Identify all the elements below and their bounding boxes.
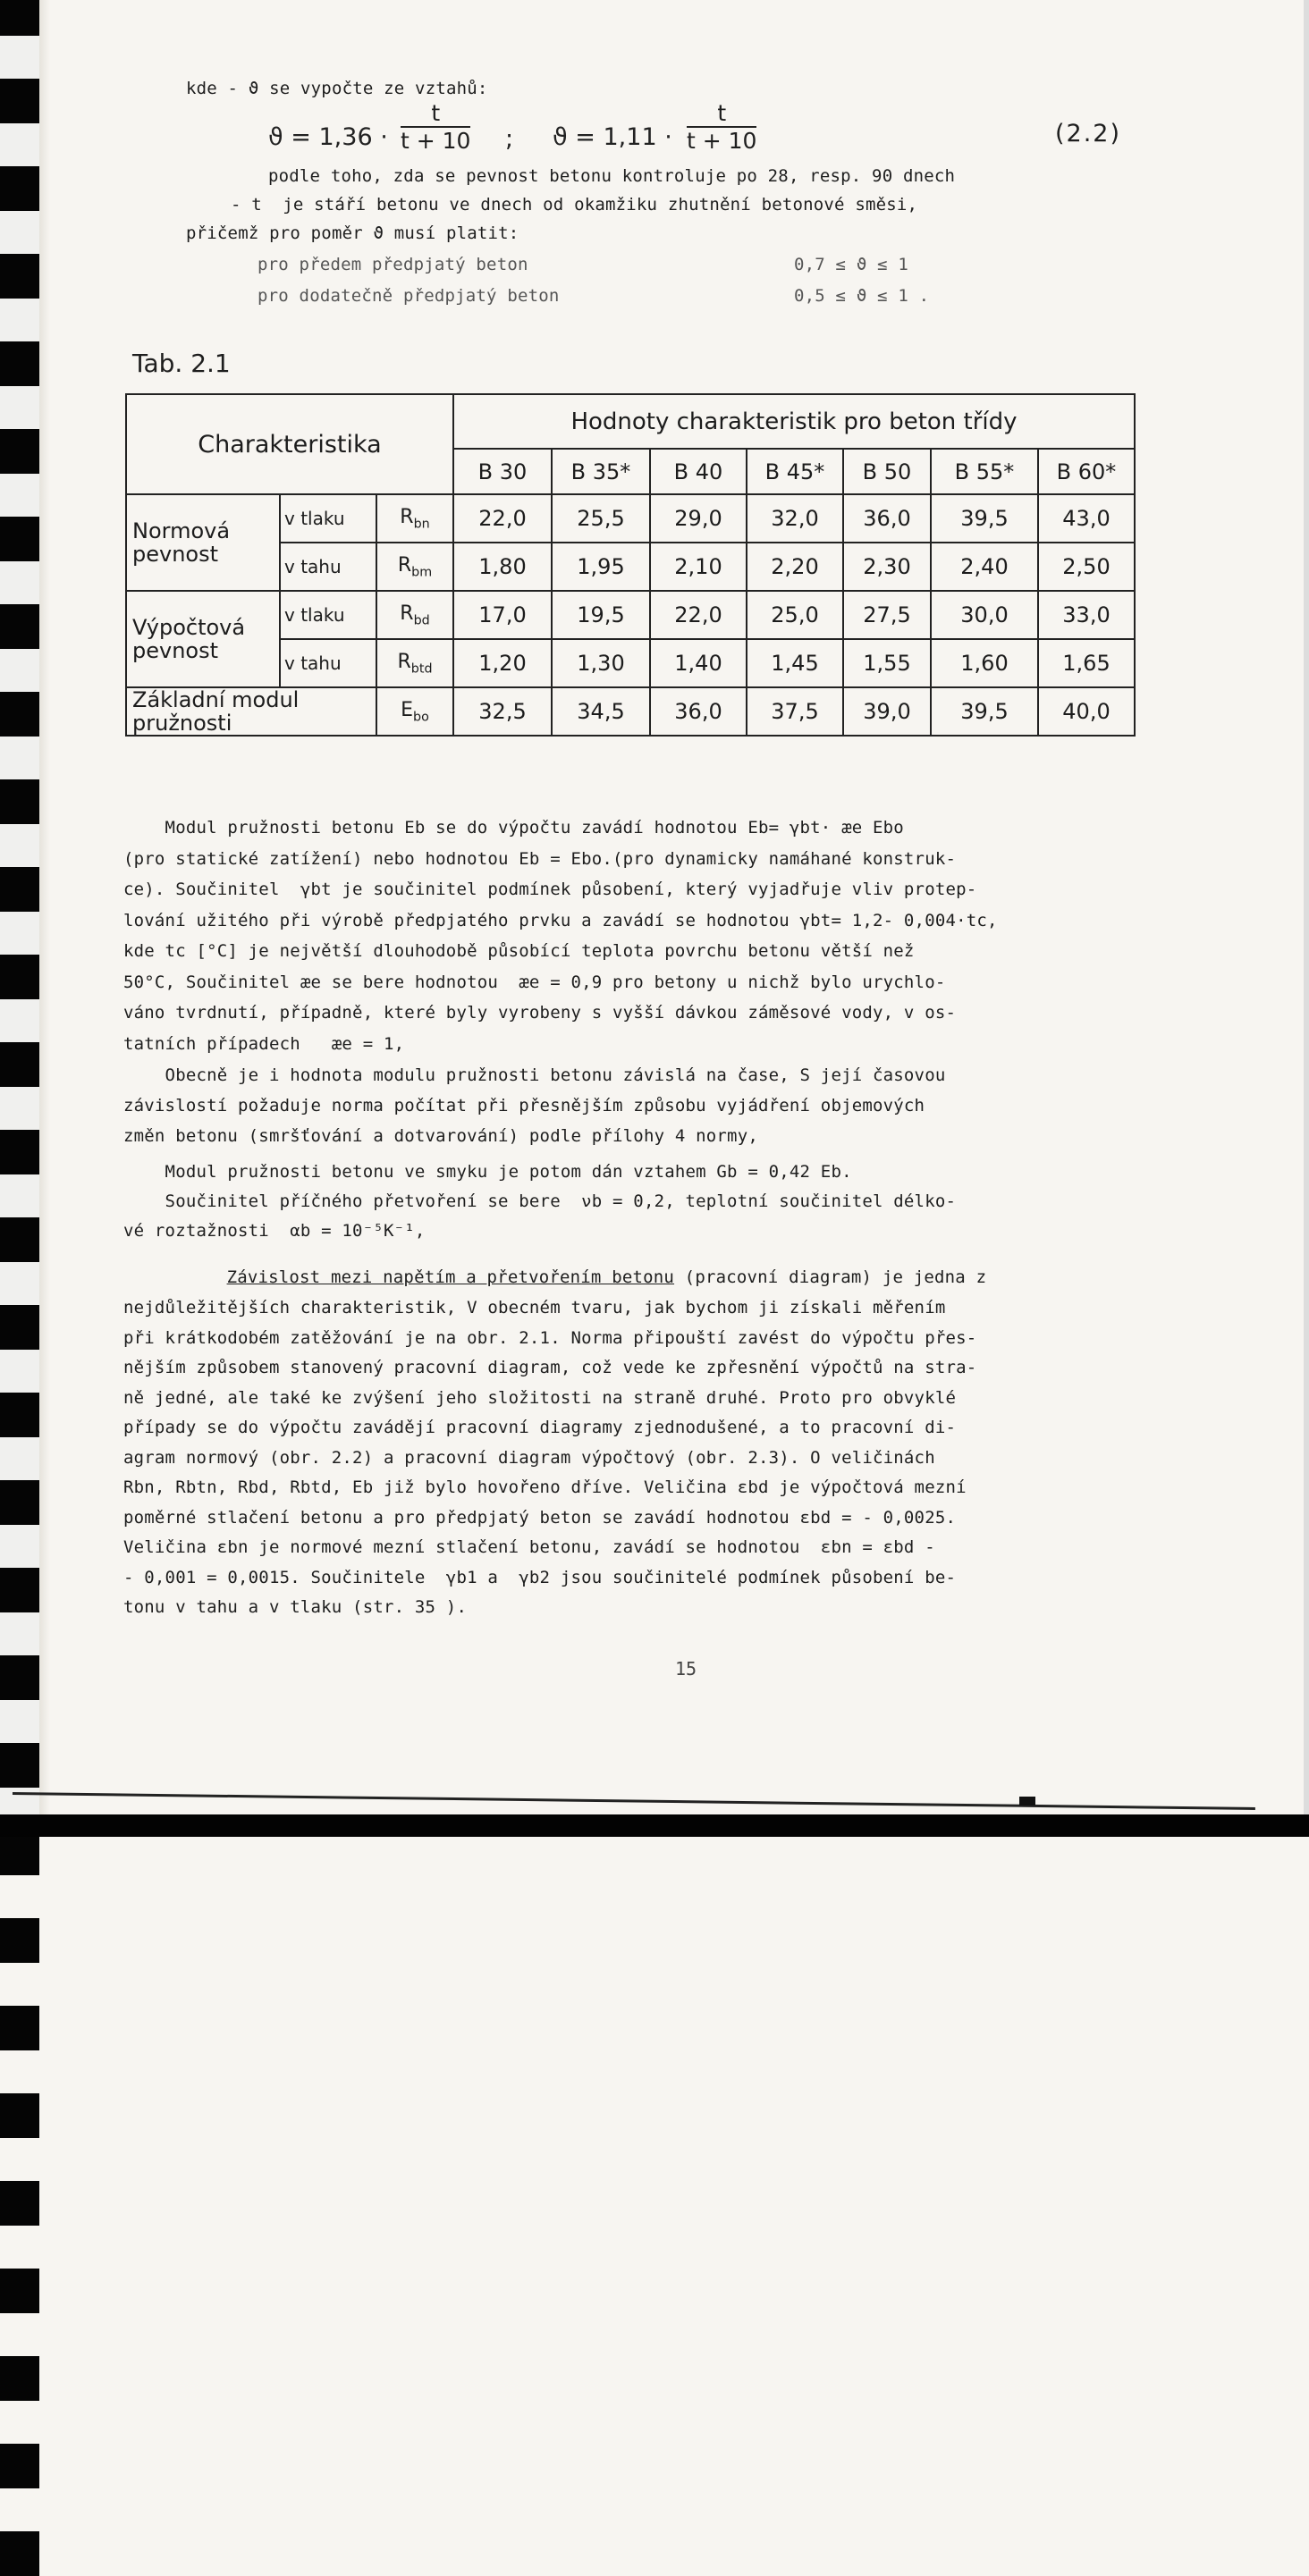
text-line: tatních případech æe = 1, <box>123 1033 405 1054</box>
text-line: Veličina εbn je normové mezní stlačení betonu, zavádí se hodnotou εbn = εbd - <box>123 1537 935 1557</box>
class-header: B 60* <box>1038 449 1135 494</box>
binding-hole <box>0 1130 39 1174</box>
paper-shadow <box>39 0 50 1837</box>
table-body <box>126 494 1135 736</box>
text-line: ně jedné, ale také ke zvýšení jeho složitosti na straně druhé. Proto pro obvyklé <box>123 1387 957 1408</box>
header-characteristic: Charakteristika <box>126 394 453 494</box>
value-cell: 22,0 <box>650 591 747 639</box>
binding-hole <box>0 1743 39 1788</box>
concrete-properties-table <box>125 393 1136 737</box>
binding-hole <box>0 779 39 824</box>
intro-line: - t je stáří betonu ve dnech od okamžiku zhutnění betonové směsi, <box>231 195 918 215</box>
value-cell: 32,5 <box>453 687 552 736</box>
value-cell: 1,80 <box>453 543 552 591</box>
binding-hole <box>0 1042 39 1087</box>
text-line: 50°C, Součinitel æe se bere hodnotou æe = 0,9 pro betony u nichž bylo urychlo- <box>123 972 946 992</box>
table-row <box>126 494 1135 543</box>
condition-label: pro dodatečně předpjatý beton <box>258 286 560 306</box>
table-caption: Tab. 2.1 <box>132 349 231 378</box>
formula-1-numerator: t <box>401 100 470 128</box>
text-line: tonu v tahu a v tlaku (str. 35 ). <box>123 1597 468 1617</box>
symbol-cell <box>376 639 453 687</box>
value-cell: 2,10 <box>650 543 747 591</box>
bottom-edge-line <box>13 1792 1255 1810</box>
symbol-index: btd <box>410 661 433 677</box>
underlined-heading: Závislost mezi napětím a přetvořením betonu <box>226 1267 675 1287</box>
binding-hole <box>0 2006 39 2050</box>
value-cell: 1,30 <box>552 639 650 687</box>
binding-hole <box>0 341 39 386</box>
value-cell: 39,5 <box>931 494 1038 543</box>
symbol-cell <box>376 494 453 543</box>
binding-hole <box>0 2531 39 2576</box>
value-cell: 1,20 <box>453 639 552 687</box>
value-cell: 1,55 <box>843 639 931 687</box>
text-line: Modul pružnosti betonu Eb se do výpočtu zavádí hodnotou Eb= γbt· æe Ebo <box>123 818 904 838</box>
symbol: R <box>397 650 411 673</box>
text-line: závislostí požaduje norma počítat při přesnějším způsobu vyjádření objemových <box>123 1096 925 1115</box>
value-cell: 39,5 <box>931 687 1038 736</box>
value-cell: 1,40 <box>650 639 747 687</box>
value-cell: 29,0 <box>650 494 747 543</box>
group-label: Normová pevnost <box>126 494 280 591</box>
value-cell: 36,0 <box>650 687 747 736</box>
value-cell: 43,0 <box>1038 494 1135 543</box>
condition-value: 0,7 ≤ ϑ ≤ 1 <box>794 255 909 274</box>
class-header: B 40 <box>650 449 747 494</box>
formula-2-fraction <box>687 100 756 154</box>
paragraph-first-line <box>185 1267 986 1287</box>
condition-value: 0,5 ≤ ϑ ≤ 1 . <box>794 286 930 306</box>
symbol: R <box>400 602 414 625</box>
page-edge <box>1304 0 1309 1837</box>
condition-label: pro předem předpjatý beton <box>258 255 528 274</box>
symbol-index: bm <box>411 565 433 580</box>
value-cell: 32,0 <box>747 494 843 543</box>
value-cell: 19,5 <box>552 591 650 639</box>
binding-hole <box>0 867 39 912</box>
binding-hole <box>0 517 39 561</box>
intro-line: kde - ϑ se vypočte ze vztahů: <box>186 79 488 98</box>
bottom-edge-mark <box>1019 1797 1035 1806</box>
load-type: v tlaku <box>280 591 376 639</box>
binding-hole <box>0 1305 39 1350</box>
symbol: E <box>401 698 414 721</box>
value-cell: 25,5 <box>552 494 650 543</box>
binding-hole <box>0 254 39 299</box>
binding-hole <box>0 1918 39 1963</box>
value-cell: 1,65 <box>1038 639 1135 687</box>
symbol-cell <box>376 543 453 591</box>
value-cell: 30,0 <box>931 591 1038 639</box>
text-line: kde tc [°C] je největší dlouhodobě působící teplota povrchu betonu větší než <box>123 941 915 961</box>
value-cell: 2,50 <box>1038 543 1135 591</box>
load-type: v tahu <box>280 639 376 687</box>
text-line: ce). Součinitel γbt je součinitel podmínek působení, který vyjadřuje vliv protep- <box>123 880 977 899</box>
text-line: - 0,001 = 0,0015. Součinitele γb1 a γb2 jsou součinitelé podmínek působení be- <box>123 1567 957 1587</box>
equation-number: (2.2) <box>1055 120 1122 147</box>
text-line: váno tvrdnutí, případně, které byly vyrobeny s vyšší dávkou záměsové vody, v os- <box>123 1003 957 1023</box>
binding-hole <box>0 604 39 649</box>
value-cell: 1,45 <box>747 639 843 687</box>
binding-hole <box>0 955 39 999</box>
symbol-index: bo <box>413 710 429 725</box>
text-line: vé roztažnosti αb = 10⁻⁵K⁻¹, <box>123 1221 426 1241</box>
binding-hole <box>0 1655 39 1700</box>
binding-hole <box>0 1831 39 1875</box>
text-line: lování užitého při výrobě předpjatého prvku a zavádí se hodnotou γbt= 1,2- 0,004·tc, <box>123 910 998 930</box>
class-header: B 45* <box>747 449 843 494</box>
page-number: 15 <box>675 1658 697 1679</box>
class-header: B 30 <box>453 449 552 494</box>
value-cell: 33,0 <box>1038 591 1135 639</box>
text-line: Obecně je i hodnota modulu pružnosti betonu závislá na čase, S její časovou <box>123 1065 946 1085</box>
value-cell: 36,0 <box>843 494 931 543</box>
value-cell: 40,0 <box>1038 687 1135 736</box>
binding-hole <box>0 1568 39 1612</box>
binding-hole <box>0 79 39 123</box>
intro-line: přičemž pro poměr ϑ musí platit: <box>186 223 519 243</box>
modulus-label: Základní modul pružnosti <box>126 687 376 736</box>
symbol-cell <box>376 687 453 736</box>
binding-hole <box>0 429 39 474</box>
text-line: Modul pružnosti betonu ve smyku je potom dán vztahem Gb = 0,42 Eb. <box>123 1162 852 1182</box>
value-cell: 27,5 <box>843 591 931 639</box>
binding-hole <box>0 1393 39 1437</box>
value-cell: 34,5 <box>552 687 650 736</box>
class-header: B 35* <box>552 449 650 494</box>
text-line: agram normový (obr. 2.2) a pracovní diagram výpočtový (obr. 2.3). O veličinách <box>123 1447 935 1468</box>
value-cell: 22,0 <box>453 494 552 543</box>
scan-background <box>0 1814 1309 1837</box>
heading-rest: (pracovní diagram) je jedna z <box>674 1267 987 1287</box>
text-line: Rbn, Rbtn, Rbd, Rbtd, Eb již bylo hovořeno dříve. Veličina εbd je výpočtová mezní <box>123 1477 967 1497</box>
formula-2-prefix: ϑ = 1,11 · <box>553 123 672 151</box>
binding-hole <box>0 2444 39 2488</box>
symbol-index: bn <box>413 517 430 532</box>
symbol: R <box>397 553 412 577</box>
binding-hole <box>0 1217 39 1262</box>
formula-1-fraction <box>401 100 470 154</box>
binding-hole <box>0 0 39 36</box>
value-cell: 1,60 <box>931 639 1038 687</box>
intro-line: podle toho, zda se pevnost betonu kontroluje po 28, resp. 90 dnech <box>268 166 956 186</box>
text-line: nějším způsobem stanovený pracovní diagram, což vede ke zpřesnění výpočtů na stra- <box>123 1358 977 1377</box>
value-cell: 17,0 <box>453 591 552 639</box>
binding-hole <box>0 2269 39 2313</box>
binding-hole <box>0 2356 39 2401</box>
text-line: při krátkodobém zatěžování je na obr. 2.1. Norma připouští zavést do výpočtu přes- <box>123 1327 977 1348</box>
symbol: R <box>400 505 414 528</box>
formula-1-prefix: ϑ = 1,36 · <box>268 123 388 151</box>
text-line: nejdůležitějších charakteristik, V obecném tvaru, jak bychom ji získali měřením <box>123 1298 946 1317</box>
text-line: poměrné stlačení betonu a pro předpjatý beton se zavádí hodnotou εbd = - 0,0025. <box>123 1507 957 1528</box>
binding-hole <box>0 692 39 737</box>
binding-hole <box>0 1480 39 1525</box>
text-line: Součinitel příčného přetvoření se bere νb = 0,2, teplotní součinitel délko- <box>123 1191 957 1211</box>
text-line: případy se do výpočtu zavádějí pracovní diagramy zjednodušené, a to pracovní di- <box>123 1418 957 1437</box>
class-header: B 50 <box>843 449 931 494</box>
text-line: změn betonu (smršťování a dotvarování) podle přílohy 4 normy, <box>123 1126 758 1146</box>
binding-hole <box>0 166 39 211</box>
formula-1-denominator: t + 10 <box>401 128 471 154</box>
text-line: (pro statické zatížení) nebo hodnotou Eb = Ebo.(pro dynamicky namáhané konstruk- <box>123 848 957 869</box>
binding-hole <box>0 2181 39 2226</box>
value-cell: 39,0 <box>843 687 931 736</box>
group-label: Výpočtová pevnost <box>126 591 280 687</box>
class-header: B 55* <box>931 449 1038 494</box>
value-cell: 2,30 <box>843 543 931 591</box>
value-cell: 37,5 <box>747 687 843 736</box>
symbol-index: bd <box>413 613 430 628</box>
value-cell: 25,0 <box>747 591 843 639</box>
formula-2-numerator: t <box>687 100 756 128</box>
symbol-cell <box>376 591 453 639</box>
load-type: v tahu <box>280 543 376 591</box>
value-cell: 1,95 <box>552 543 650 591</box>
table-row <box>126 591 1135 639</box>
table-row <box>126 687 1135 736</box>
formula-2-denominator: t + 10 <box>687 128 757 154</box>
header-values: Hodnoty charakteristik pro beton třídy <box>453 394 1135 449</box>
formula-separator: ; <box>505 125 514 153</box>
load-type: v tlaku <box>280 494 376 543</box>
binding-hole <box>0 2093 39 2138</box>
value-cell: 2,40 <box>931 543 1038 591</box>
value-cell: 2,20 <box>747 543 843 591</box>
